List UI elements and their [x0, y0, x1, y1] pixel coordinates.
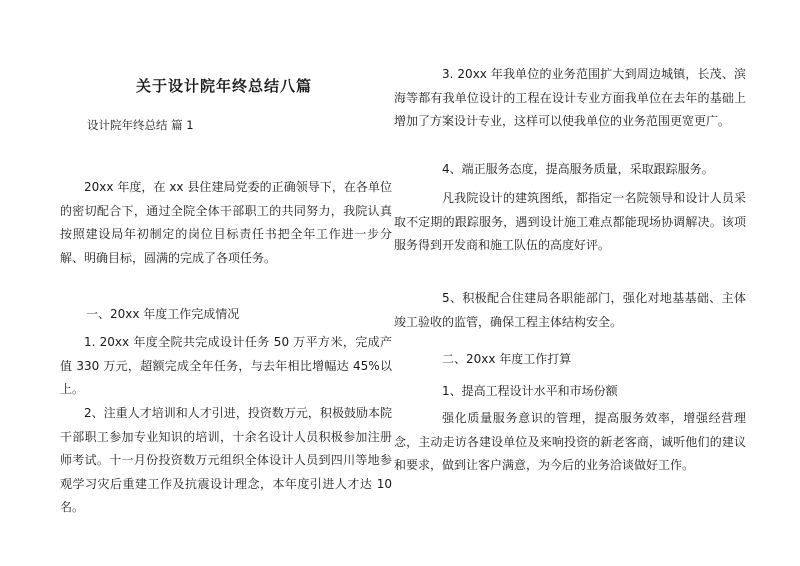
- heading-item-4: 4、端正服务态度，提高服务质量，采取跟踪服务。: [442, 162, 714, 176]
- heading-plan-1: 1、提高工程设计水平和市场份额: [442, 384, 618, 398]
- document-title: 关于设计院年终总结八篇: [136, 77, 313, 95]
- heading-section-two: 二、20xx 年度工作打算: [442, 352, 572, 366]
- paragraph-item-3: 3. 20xx 年我单位的业务范围扩大到周边城镇，长茂、滨海等都有我单位设计的工程在设计专业方面我单位在去年的基础上增加了方案设计专业，这样可以使我单位的业务范围更宽更广。: [394, 67, 746, 128]
- section-subtitle: 设计院年终总结 篇 1: [87, 118, 194, 132]
- heading-section-one: 一、20xx 年度工作完成情况: [86, 307, 240, 321]
- paragraph-item-4-detail: 凡我院设计的建筑图纸，都指定一名院领导和设计人员采取不定期的跟踪服务，遇到设计施工难点都能现场协调解决。该项服务得到开发商和施工队伍的高度好评。: [394, 191, 746, 252]
- paragraph-item-2: 2、注重人才培训和人才引进，投资数万元，积极鼓励本院干部职工参加专业知识的培训，十余名设计人员积极参加注册师考试。十一月份投资数万元组织全体设计人员到四川等地参观学习灾后重建工作及抗震设计理念，本年度引进人才达 10 名。: [60, 406, 392, 514]
- paragraph-plan-1-detail: 强化质量服务意识的管理，提高服务效率，增强经营理念，主动走访各建设单位及来响投资的新老客商，诚听他们的建议和要求，做到让客户满意，为今后的业务洽谈做好工作。: [394, 411, 746, 472]
- paragraph-item-5: 5、积极配合住建局各职能部门，强化对地基基础、主体竣工验收的监管，确保工程主体结构安全。: [394, 291, 746, 329]
- paragraph-item-1: 1. 20xx 年度全院共完成设计任务 50 万平方米，完成产值 330 万元，超额完成全年任务，与去年相比增幅达 45%以上。: [60, 335, 392, 396]
- paragraph-intro: 20xx 年度，在 xx 县住建局党委的正确领导下，在各单位的密切配合下，通过全院全体干部职工的共同努力，我院认真按照建设局年初制定的岗位目标责任书把全年工作进一步分解、明确目标，圆满的完成了各项任务。: [60, 180, 392, 265]
